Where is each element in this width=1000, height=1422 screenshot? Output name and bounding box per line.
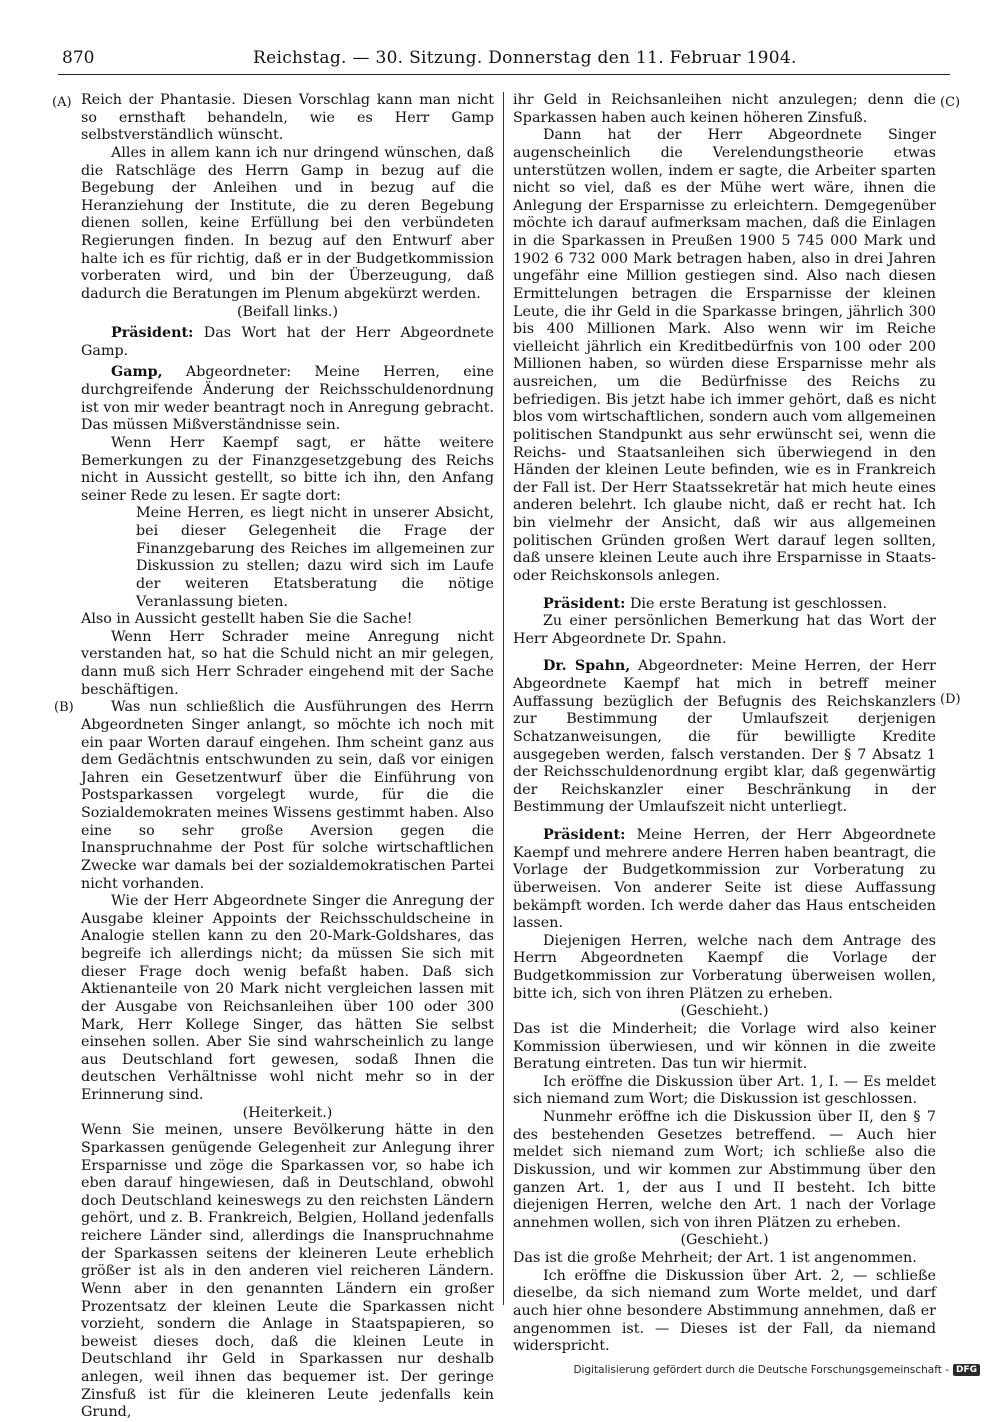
speaker-paragraph (513, 827, 936, 933)
header-rule (58, 74, 950, 75)
speech-text: Die erste Beratung ist geschlossen. (629, 595, 887, 612)
running-header (58, 46, 948, 72)
margin-mark-d: (D) (940, 692, 961, 707)
stage-direction: (Heiterkeit.) (242, 1104, 333, 1121)
speaker-name: Präsident: (543, 595, 626, 612)
paragraph: Das ist die große Mehrheit; der Art. 1 ist angenommen. (513, 1250, 917, 1266)
paragraph: Ich eröffne die Diskussion über Art. 1, I. — Es meldet sich niemand zum Wort; die Diskussion ist geschlossen. (513, 1073, 936, 1108)
running-head-title: Reichstag. — 30. Sitzung. Donnerstag den 11. Februar 1904. (253, 48, 797, 68)
quotation: Meine Herren, es liegt nicht in unserer Absicht, bei dieser Gelegenheit die Frage der Finanzgebarung des Reiches im allgemeinen zur Diskussion zu stellen; dazu wird sich im Laufe der weiteren Etatsberatung die nötige Veranlassung bieten. (136, 505, 494, 610)
speaker-name: Präsident: (543, 827, 626, 843)
paragraph: Alles in allem kann ich nur dringend wünschen, daß die Ratschläge des Herrn Gamp in bezug auf die Begebung der Anleihen und in bezug auf die Heranziehung der Institute, die zu deren Begebung dienen sollen, keine Erfüllung bei den verbündeten Regierungen finden. In bezug auf den Entwurf aber halte ich es für richtig, daß er in der Budgetkommission vorberaten wird, und bin der Überzeugung, daß dadurch die Beratungen im Plenum abgekürzt werden. (81, 144, 494, 302)
paragraph: Wie der Herr Abgeordnete Singer die Anregung der Ausgabe kleiner Appoints der Reichsschuldscheine in Analogie stellen kann zu den 20-Mark-Goldshares, das begreife ich allerdings nicht; da müssen Sie sich mit dieser Frage doch wenig befaßt haben. Daß sich Aktienanteile von 20 Mark nicht vergleichen lassen mit der Ausgabe von Reichsanleihen über 100 oder 300 Mark, Herr Kollege Singer, das hätten Sie selbst einsehen sollen. Aber Sie sind wahrscheinlich zu lange aus Deutschland fort gewesen, sodaß Ihnen die deutschen Verhältnisse wohl nicht mehr so in der Erinnerung sind. (81, 893, 494, 1103)
left-column (81, 92, 495, 1421)
margin-mark-c: (C) (940, 95, 961, 110)
speech-text: Das Wort hat der Herr Abgeordnete Gamp. (81, 325, 495, 359)
page-number: 870 (62, 48, 95, 68)
right-column (513, 92, 936, 1355)
column-divider (503, 92, 504, 1305)
speaker-paragraph (513, 658, 936, 817)
paragraph: Was nun schließlich die Ausführungen des Herrn Abgeordneten Singer anlangt, so möchte ich noch mit ein paar Worten darauf eingehen. Ihm scheint ganz aus dem Gedächtnis entschwunden zu sein, daß vor einigen Jahren ein Gesetzentwurf über die Einführung von Postsparkassen vorgelegt wurde, für die die Sozialdemokraten meines Wissens gestimmt haben. Also eine so sehr große Aversion gegen die Inanspruchnahme der Post für solche wirtschaftlichen Zwecke war damals bei der sozialdemokratischen Partei nicht vorhanden. (81, 699, 494, 892)
speaker-paragraph (81, 325, 494, 360)
paragraph: Also in Aussicht gestellt haben Sie die Sache! (81, 611, 413, 628)
speech-text: Abgeordneter: Meine Herren, eine durchgreifende Änderung der Reichsschuldenordnung ist von mir weder beantragt noch in Anregung gebracht. Das müssen Mißverständnisse sein. (81, 364, 494, 434)
paragraph: Diejenigen Herren, welche nach dem Antrage des Herrn Abgeordneten Kaempf die Vorlage der Budgetkommission zur Vorberatung überweisen wollen, bitte ich, sich von ihren Plätzen zu erheben. (513, 932, 936, 1002)
paragraph: Wenn Herr Kaempf sagt, er hätte weitere Bemerkungen zu der Finanzgesetzgebung des Reichs nicht in Aussicht gestellt, so bitte ich ihn, den Anfang seiner Rede zu lesen. Er sagte dort: (81, 434, 494, 504)
stage-direction: (Geschieht.) (680, 1003, 769, 1020)
paragraph: Reich der Phantasie. Diesen Vorschlag kann man nicht so ernsthaft behandeln, wie es Herr Gamp selbstverständlich wünscht. (81, 92, 494, 144)
paragraph: ihr Geld in Reichsanleihen nicht anzulegen; denn die Sparkassen haben auch keinen höheren Zinsfuß. (513, 92, 936, 126)
speaker-name: Präsident: (111, 325, 194, 342)
speaker-name: Dr. Spahn, (543, 658, 631, 675)
footer-credit (573, 1364, 980, 1376)
footer-text: Digitalisierung gefördert durch die Deutsche Forschungsgemeinschaft - (573, 1364, 949, 1376)
speech-text: Meine Herren, der Herr Abgeordnete Kaempf und mehrere andere Herren haben beantragt, die Vorlage der Budgetkommission zur Vorberatung zu überweisen. Von anderer Seite ist diese Auffassung bekämpft worden. Ich werde daher das Haus entscheiden lassen. (513, 827, 936, 932)
paragraph: Wenn Sie meinen, unsere Bevölkerung hätte in den Sparkassen genügende Gelegenheit zur Anlegung ihrer Ersparnisse und zöge die Sparkassen vor, so habe ich eben darauf hingewiesen, daß in Deutschland, obwohl doch Deutschland keineswegs zu den reichsten Ländern gehört, und z. B. Frankreich, Belgien, Holland jedenfalls reichere Länder sind, allerdings die Inanspruchnahme der Sparkassen seitens der kleineren Leute erheblich größer ist als in den anderen viel reicheren Ländern. Wenn aber in den genannten Ländern ein großer Prozentsatz der kleinen Leute die Sparkassen nicht vorzieht, sondern die Anlage in Staatspapieren, so beweist dieses doch, daß die kleinen Leute in Deutschland ihr Geld in Sparkassen nur deshalb anlegen, weil ihnen das bequemer ist. Der geringe Zinsfuß ist für die kleineren Leute jedenfalls kein Grund, (81, 1122, 494, 1421)
speech-text: Abgeordneter: Meine Herren, der Herr Abgeordnete Kaempf hat mich in betreff meiner Auffassung bezüglich der Befugnis des Reichskanzlers zur Bestimmung der Umlaufszeit derjenigen Schatzanweisungen, die für bewilligte Kredite ausgegeben werden, falsch verstanden. Der § 7 Absatz 1 der Reichsschuldenordnung ergibt klar, daß gegenwärtig der Reichskanzler einer Beschränkung in der Bestimmung der Umlaufszeit nicht unterliegt. (513, 658, 936, 816)
margin-mark-b: (B) (54, 700, 74, 715)
speaker-paragraph (513, 596, 936, 614)
paragraph: Das ist die Minderheit; die Vorlage wird also keiner Kommission überwiesen, und wir können in die zweite Beratung eintreten. Das tun wir hiermit. (513, 1020, 936, 1073)
paragraph: Nunmehr eröffne ich die Diskussion über II, den § 7 des bestehenden Gesetzes betreffend. — Auch hier meldet sich niemand zum Wort; ich schließe also die Diskussion, und wir kommen zur Abstimmung über den ganzen Art. 1, der aus I und II besteht. Ich bitte diejenigen Herren, welche den Art. 1 nach der Vorlage annehmen wollen, sich von ihren Plätzen zu erheben. (513, 1109, 936, 1231)
paragraph: Zu einer persönlichen Bemerkung hat das Wort der Herr Abgeordnete Dr. Spahn. (513, 613, 936, 647)
stage-direction: (Geschieht.) (680, 1232, 769, 1249)
stage-direction: (Beifall links.) (236, 303, 339, 320)
paragraph: Ich eröffne die Diskussion über Art. 2, — schließe dieselbe, da sich niemand zum Worte meldet, und darf auch hier ohne besondere Abstimmung annehmen, daß er angenommen ist. — Dieses ist der Fall, da niemand widerspricht. (513, 1267, 936, 1355)
margin-mark-a: (A) (52, 95, 72, 110)
dfg-logo: DFG (953, 1364, 980, 1376)
speaker-paragraph (81, 364, 494, 435)
speaker-name: Gamp, (111, 364, 163, 381)
paragraph: Wenn Herr Schrader meine Anregung nicht verstanden hat, so hat die Schuld nicht an mir gelegen, dann muß sich Herr Schrader eingehend mit der Sache beschäftigen. (81, 628, 494, 698)
paragraph: Dann hat der Herr Abgeordnete Singer augenscheinlich die Verelendungstheorie etwas unterstützen wollen, indem er sagte, die Arbeiter sparten nicht so viel, daß es der Mühe wert wäre, ihnen die Anlegung der Ersparnisse zu erleichtern. Demgegenüber möchte ich darauf aufmerksam machen, daß die Einlagen in die Sparkassen in Preußen 1900 5 745 000 Mark und 1902 6 732 000 Mark betragen haben, also in drei Jahren ungefähr eine Million gestiegen sind. Also nach diesen Ermittelungen betragen die Ersparnisse der kleinen Leute, die ihr Geld in die Sparkasse bringen, jährlich 300 bis 400 Millionen Mark. Also wenn wir im Reiche vielleicht jährlich ein Kreditbedürfnis von 100 oder 200 Millionen haben, so würden diese Ersparnisse mehr als ausreichen, um die Bedürfnisse des Reichs zu befriedigen. Bis jetzt habe ich immer gehört, daß es nicht blos vom wirtschaftlichen, sondern auch vom allgemeinen politischen Standpunkt aus sehr erwünscht sei, wenn die Reichs- und Staatsanleihen sich überwiegend in den Händen der kleinen Leute befinden, wie es in Frankreich der Fall ist. Der Herr Staatssekretär hat mich heute eines anderen belehrt. Ich glaube nicht, daß er recht hat. Ich bin vielmehr der Ansicht, daß wir aus allgemeinen politischen Gründen großen Wert darauf legen sollten, daß unsere kleinen Leute auch ihre Ersparnisse in Staats- oder Reichskonsols anlegen. (513, 127, 936, 584)
